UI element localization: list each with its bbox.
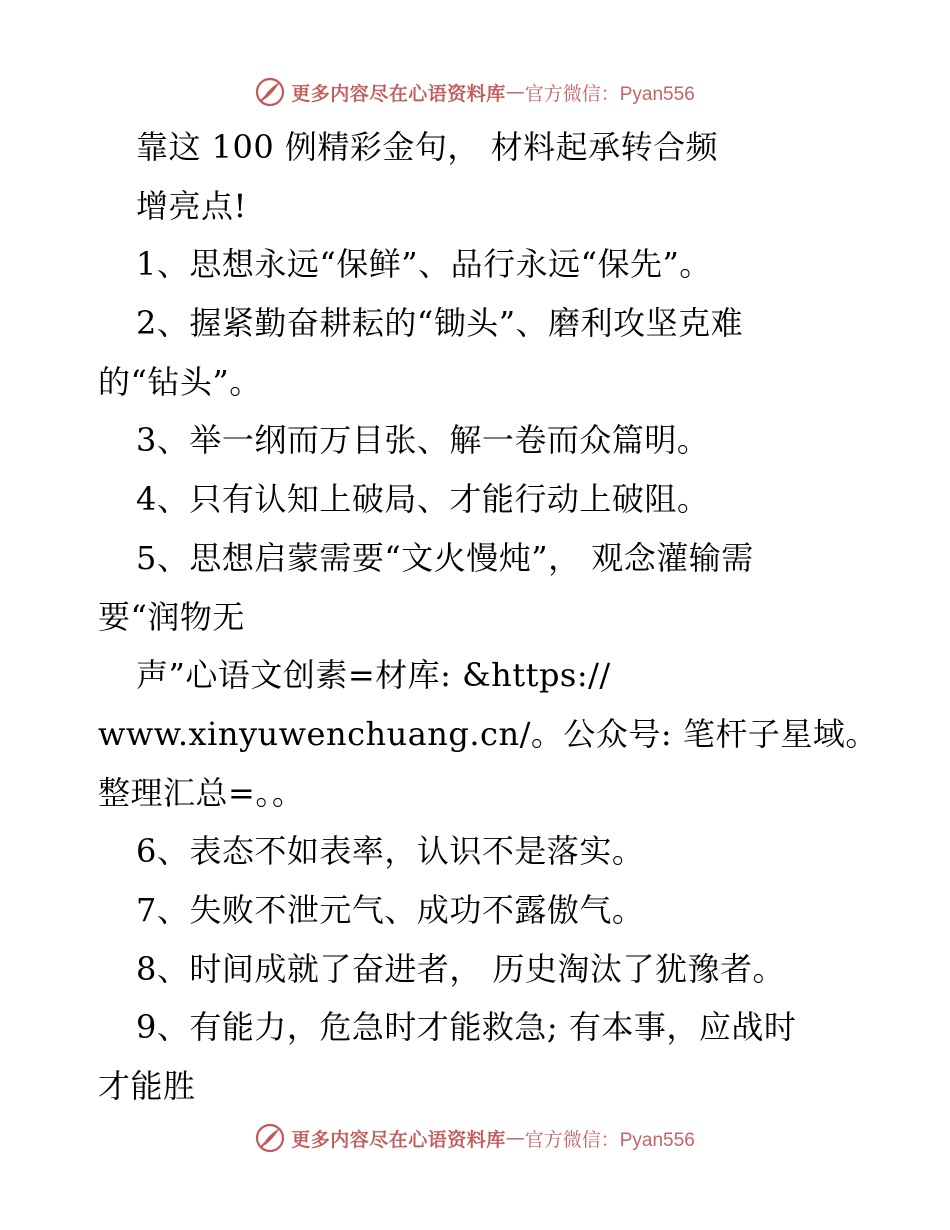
text-line: 3、举一纲而万目张、解一卷而众篇明。 xyxy=(136,421,710,460)
header-wechat-text: 官方微信：Pyan556 xyxy=(524,83,695,105)
text-line: www.xinyuwenchuang.cn/。公众号: 笔杆子星域。 xyxy=(98,714,878,753)
text-line: 整理汇总=。。 xyxy=(98,773,305,812)
header-banner xyxy=(0,72,950,112)
footer-banner-separator: — xyxy=(505,1127,525,1149)
text-line: 才能胜 xyxy=(98,1067,196,1105)
text-line: 4、只有认知上破局、才能行动上破阻。 xyxy=(136,480,710,519)
footer-wechat-text: 官方微信：Pyan556 xyxy=(524,1129,695,1151)
text-line: 8、时间成就了奋进者， 历史淘汰了犹豫者。 xyxy=(136,949,786,988)
text-line: 要“润物无 xyxy=(98,597,245,636)
text-line: 6、表态不如表率，认识不是落实。 xyxy=(136,832,645,871)
text-line: 7、失败不泄元气、成功不露傲气。 xyxy=(136,890,645,929)
text-line: 的“钻头”。 xyxy=(98,362,262,401)
header-banner-text: 更多内容尽在心语资料库 xyxy=(291,82,506,105)
text-line: 2、握紧勤奋耕耘的“锄头”、磨利攻坚克难 xyxy=(136,304,744,343)
text-line: 增亮点! xyxy=(136,186,247,225)
text-line: 1、思想永远“保鲜”、品行永远“保先”。 xyxy=(136,245,712,284)
text-line: 声”心语文创素=材库: &https:// xyxy=(136,656,611,695)
text-line: 5、思想启蒙需要“文火慢炖”， 观念灌输需 xyxy=(136,538,754,577)
header-banner-separator: — xyxy=(505,81,525,103)
quill-pen-logo-icon xyxy=(255,77,285,107)
text-line: 9、有能力，危急时才能救急; 有本事，应战时 xyxy=(136,1008,797,1047)
footer-banner xyxy=(0,1118,950,1158)
document-body xyxy=(98,118,878,1116)
text-line: 靠这 100 例精彩金句， 材料起承转合频 xyxy=(136,128,719,166)
footer-banner-text: 更多内容尽在心语资料库 xyxy=(291,1128,506,1151)
quill-pen-logo-icon xyxy=(255,1123,285,1153)
